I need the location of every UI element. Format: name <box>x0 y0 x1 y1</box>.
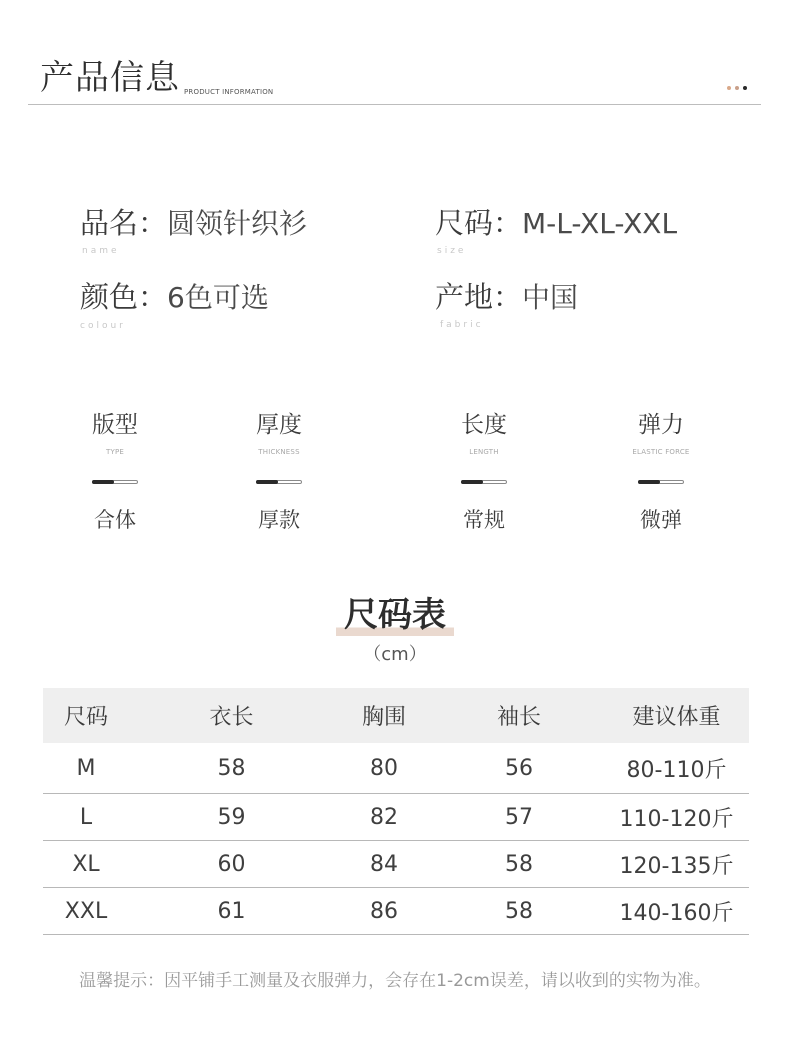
attr-thickness <box>204 410 354 535</box>
size-value: M-L-XL-XXL <box>522 207 678 240</box>
table-cell: L <box>43 794 129 841</box>
attr-title: 长度 <box>461 412 507 438</box>
column-header: 胸围 <box>334 688 434 743</box>
dot-icon <box>727 86 731 90</box>
attr-en: THICKNESS <box>258 448 300 456</box>
table-cell: 57 <box>434 794 604 841</box>
level-bar <box>92 480 138 484</box>
table-cell: 80-110斤 <box>604 743 749 794</box>
table-cell: 59 <box>129 794 334 841</box>
attr-value: 常规 <box>463 508 505 532</box>
size-chart-title: 尺码表 <box>336 594 454 636</box>
table-cell: 84 <box>334 841 434 888</box>
name-label: 品名： <box>80 206 168 240</box>
table-cell: 110-120斤 <box>604 794 749 841</box>
table-row <box>43 888 749 935</box>
size-en: size <box>437 246 467 256</box>
column-header: 尺码 <box>43 688 129 743</box>
name-value: 圆领针织衫 <box>167 207 308 240</box>
attr-value: 厚款 <box>258 508 300 532</box>
table-cell: XL <box>43 841 129 888</box>
page-title: 产品信息 <box>40 58 180 98</box>
measurement-note: 温馨提示：因平铺手工测量及衣服弹力，会存在1-2cm误差，请以收到的实物为准。 <box>79 971 711 991</box>
color-en: colour <box>80 321 126 331</box>
name-en: name <box>82 246 120 256</box>
info-color <box>80 279 269 316</box>
attr-title: 厚度 <box>256 412 302 438</box>
table-cell: 140-160斤 <box>604 888 749 935</box>
table-header-row <box>43 688 749 743</box>
header-divider <box>28 104 761 105</box>
page-subtitle: PRODUCT INFORMATION <box>184 88 274 96</box>
origin-label: 产地： <box>435 280 523 314</box>
decorative-dots <box>727 86 747 90</box>
dot-icon <box>735 86 739 90</box>
attr-en: ELASTIC FORCE <box>632 448 690 456</box>
color-label: 颜色： <box>80 280 168 314</box>
table-cell: 82 <box>334 794 434 841</box>
table-cell: 80 <box>334 743 434 794</box>
color-value: 6色可选 <box>167 281 269 314</box>
level-fill <box>638 480 660 484</box>
size-table <box>43 688 749 935</box>
attr-en: TYPE <box>106 448 124 456</box>
dot-icon <box>743 86 747 90</box>
level-fill <box>256 480 278 484</box>
table-row <box>43 743 749 794</box>
attr-value: 合体 <box>94 508 136 532</box>
level-bar <box>461 480 507 484</box>
column-header: 衣长 <box>129 688 334 743</box>
level-bar <box>256 480 302 484</box>
size-chart-title-wrap <box>0 594 790 636</box>
column-header: 袖长 <box>434 688 604 743</box>
origin-en: fabric <box>440 320 484 330</box>
attr-title: 版型 <box>92 412 138 438</box>
table-row <box>43 841 749 888</box>
attr-elastic <box>586 410 736 535</box>
table-cell: 120-135斤 <box>604 841 749 888</box>
table-cell: 58 <box>129 743 334 794</box>
attr-en: LENGTH <box>469 448 499 456</box>
attr-type <box>40 410 190 535</box>
info-origin <box>435 279 578 316</box>
attr-length <box>409 410 559 535</box>
level-bar <box>638 480 684 484</box>
attr-title: 弹力 <box>638 412 684 438</box>
info-size <box>435 205 677 242</box>
table-cell: 56 <box>434 743 604 794</box>
table-cell: 58 <box>434 841 604 888</box>
column-header: 建议体重 <box>604 688 749 743</box>
table-row <box>43 794 749 841</box>
size-chart-unit: （cm） <box>363 644 427 665</box>
attr-value: 微弹 <box>640 508 682 532</box>
table-cell: 61 <box>129 888 334 935</box>
level-fill <box>92 480 114 484</box>
info-name <box>80 205 307 242</box>
table-cell: 86 <box>334 888 434 935</box>
table-cell: XXL <box>43 888 129 935</box>
level-fill <box>461 480 483 484</box>
table-cell: 60 <box>129 841 334 888</box>
table-cell: 58 <box>434 888 604 935</box>
size-label: 尺码： <box>435 206 523 240</box>
table-cell: M <box>43 743 129 794</box>
origin-value: 中国 <box>522 281 579 314</box>
